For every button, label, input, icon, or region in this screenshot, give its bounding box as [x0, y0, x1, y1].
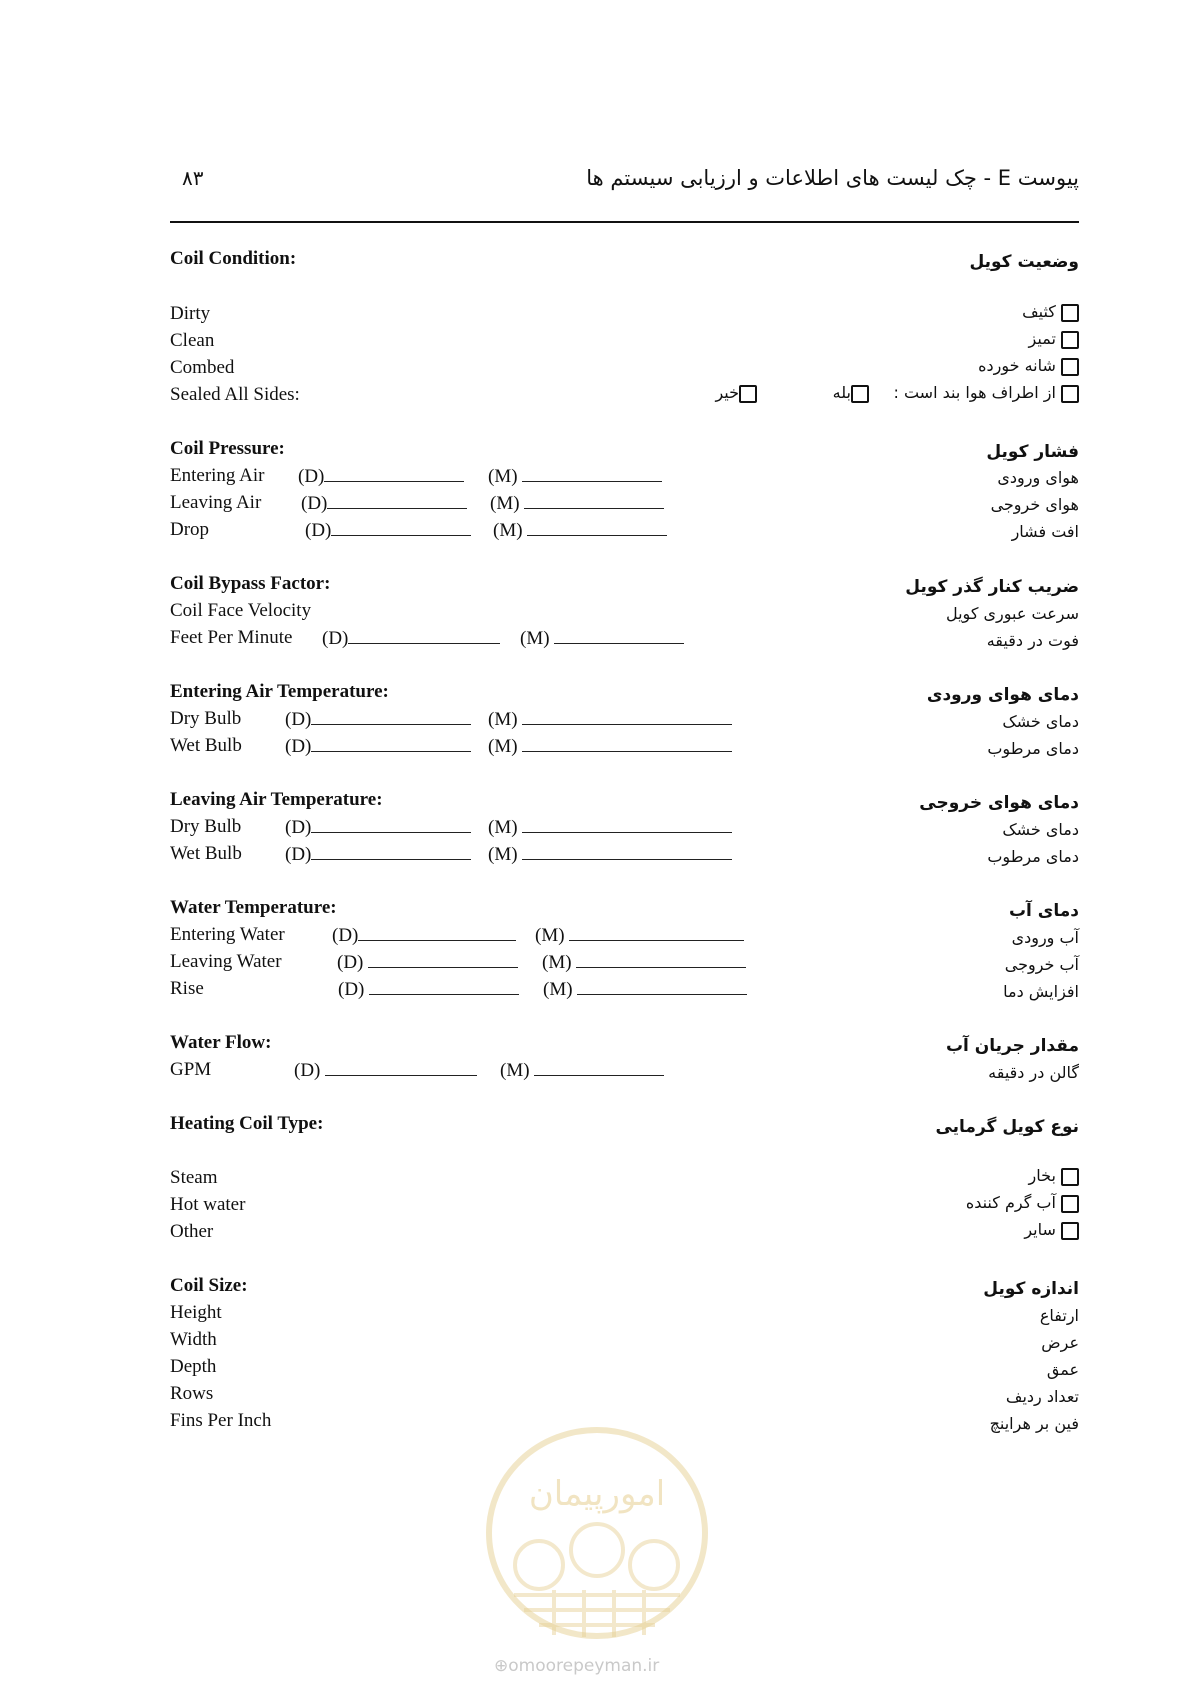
d-label: (D) [338, 979, 365, 1000]
lat-wet-bulb-m[interactable] [488, 843, 732, 866]
watermark-emblem [484, 1425, 710, 1641]
m-blank[interactable] [522, 708, 732, 725]
eat-wet-bulb-m[interactable] [488, 735, 732, 758]
m-label: (M) [543, 979, 573, 1000]
coil-bypass-title-fa: ضریب کنار گذر کویل [905, 577, 1079, 597]
d-label: (D) [285, 844, 312, 865]
clean-label-fa: تمیز [1028, 329, 1056, 348]
clean-label: Clean [170, 330, 215, 351]
lat-dry-bulb-m[interactable] [488, 816, 732, 839]
header-rule [170, 221, 1079, 223]
other-label-fa: سایر [1024, 1220, 1056, 1239]
combed-checkbox[interactable] [1061, 358, 1079, 376]
d-label: (D) [332, 925, 359, 946]
m-label: (M) [500, 1060, 530, 1081]
d-blank[interactable] [325, 1059, 477, 1076]
sealed-option[interactable] [893, 383, 1079, 403]
lat-wet-bulb-label: Wet Bulb [170, 843, 242, 864]
d-label: (D) [285, 736, 312, 757]
gpm-label: GPM [170, 1059, 212, 1080]
d-blank[interactable] [311, 708, 471, 725]
heating-coil-title: Heating Coil Type: [170, 1113, 324, 1134]
fpm-label: Feet Per Minute [170, 627, 293, 648]
eat-dry-bulb-m[interactable] [488, 708, 732, 731]
eat-dry-bulb-label: Dry Bulb [170, 708, 242, 729]
dirty-checkbox[interactable] [1061, 304, 1079, 322]
leaving-air-temp-title-fa: دمای هوای خروجی [919, 793, 1079, 813]
drop-m[interactable] [493, 519, 667, 542]
m-blank[interactable] [522, 465, 662, 482]
sealed-label-fa: از اطراف هوا بند است : [893, 383, 1056, 402]
gpm-fa: گالن در دقیقه [988, 1063, 1079, 1082]
d-blank[interactable] [331, 519, 471, 536]
hot-water-label-fa: آب گرم کننده [965, 1193, 1056, 1212]
m-blank[interactable] [577, 978, 747, 995]
m-blank[interactable] [554, 627, 684, 644]
entering-water-d[interactable] [332, 924, 516, 947]
m-blank[interactable] [522, 843, 732, 860]
rows-label: Rows [170, 1383, 214, 1404]
water-flow-title-fa: مقدار جریان آب [945, 1036, 1079, 1056]
m-blank[interactable] [522, 816, 732, 833]
m-label: (M) [542, 952, 572, 973]
globe-icon: ⊕ [494, 1656, 509, 1676]
leaving-air-m[interactable] [490, 492, 664, 515]
rows-fa: تعداد ردیف [1005, 1387, 1079, 1406]
no-label: خیر [715, 383, 739, 402]
rise-m[interactable] [543, 978, 747, 1001]
m-label: (M) [520, 628, 550, 649]
lat-wet-bulb-fa: دمای مرطوب [987, 847, 1079, 866]
other-checkbox[interactable] [1061, 1222, 1079, 1240]
leaving-water-d[interactable] [337, 951, 518, 974]
entering-air-temp-title-fa: دمای هوای ورودی [926, 685, 1079, 705]
leaving-water-label: Leaving Water [170, 951, 282, 972]
d-blank[interactable] [311, 735, 471, 752]
leaving-water-fa: آب خروجی [1004, 955, 1079, 974]
m-label: (M) [488, 844, 518, 865]
combed-label: Combed [170, 357, 235, 378]
depth-fa: عمق [1046, 1360, 1079, 1379]
width-label: Width [170, 1329, 217, 1350]
d-blank[interactable] [369, 978, 519, 995]
d-label: (D) [301, 493, 328, 514]
steam-label: Steam [170, 1167, 218, 1188]
steam-checkbox[interactable] [1061, 1168, 1079, 1186]
coil-face-velocity-fa: سرعت عبوری کویل [945, 604, 1079, 623]
rise-fa: افزایش دما [1003, 982, 1079, 1001]
fins-per-inch-fa: فین بر هراینچ [989, 1414, 1079, 1433]
watermark-site-text: omoorepeyman.ir [508, 1656, 660, 1676]
leaving-air-d[interactable] [301, 492, 467, 515]
row-label: Entering Air [170, 465, 265, 486]
fpm-fa: فوت در دقیقه [986, 631, 1079, 650]
clean-checkbox[interactable] [1061, 331, 1079, 349]
m-blank[interactable] [576, 951, 746, 968]
coil-condition-title: Coil Condition: [170, 248, 297, 269]
d-blank[interactable] [311, 843, 471, 860]
d-blank[interactable] [327, 492, 467, 509]
row-label: Drop [170, 519, 210, 540]
heating-coil-title-fa: نوع کویل گرمایی [935, 1117, 1079, 1137]
sealed-yes-option[interactable] [833, 383, 869, 403]
entering-air-temp-title: Entering Air Temperature: [170, 681, 389, 702]
gpm-d[interactable] [294, 1059, 477, 1082]
entering-air-m[interactable] [488, 465, 662, 488]
watermark-site [494, 1656, 659, 1676]
steam-label-fa: بخار [1028, 1166, 1056, 1185]
dirty-label: Dirty [170, 303, 211, 324]
entering-water-m[interactable] [535, 924, 744, 947]
water-temp-title-fa: دمای آب [1008, 901, 1079, 921]
page-header-title: پیوست E - چک لیست های اطلاعات و ارزیابی سیستم ها [586, 166, 1079, 190]
entering-water-label: Entering Water [170, 924, 285, 945]
d-label: (D) [322, 628, 349, 649]
eat-dry-bulb-d[interactable] [285, 708, 471, 731]
depth-label: Depth [170, 1356, 217, 1377]
row-label: Leaving Air [170, 492, 262, 513]
lat-dry-bulb-fa: دمای خشک [1002, 820, 1079, 839]
coil-condition-title-fa: وضعیت کویل [969, 252, 1079, 272]
coil-size-title: Coil Size: [170, 1275, 248, 1296]
hot-water-label: Hot water [170, 1194, 246, 1215]
hot-water-option[interactable] [966, 1193, 1079, 1213]
drop-pressure-row [170, 519, 209, 541]
m-blank[interactable] [569, 924, 744, 941]
yes-checkbox[interactable] [851, 385, 869, 403]
no-checkbox[interactable] [739, 385, 757, 403]
entering-air-d[interactable] [298, 465, 464, 488]
d-label: (D) [285, 709, 312, 730]
d-label: (D) [298, 466, 325, 487]
coil-face-velocity-label: Coil Face Velocity [170, 600, 312, 621]
clean-option[interactable] [1029, 329, 1079, 349]
entering-air-pressure-fa: هوای ورودی [997, 468, 1079, 487]
coil-bypass-title: Coil Bypass Factor: [170, 573, 331, 594]
m-label: (M) [493, 520, 523, 541]
m-label: (M) [488, 817, 518, 838]
m-blank[interactable] [534, 1059, 664, 1076]
eat-wet-bulb-label: Wet Bulb [170, 735, 242, 756]
d-label: (D) [294, 1060, 321, 1081]
height-label: Height [170, 1302, 222, 1323]
yes-label: بله [832, 383, 851, 402]
other-label: Other [170, 1221, 214, 1242]
combed-label-fa: شانه خورده [978, 356, 1056, 375]
lat-dry-bulb-d[interactable] [285, 816, 471, 839]
m-blank[interactable] [522, 735, 732, 752]
leaving-water-m[interactable] [542, 951, 746, 974]
entering-air-pressure-row [170, 465, 264, 487]
entering-water-fa: آب ورودی [1011, 928, 1079, 947]
m-label: (M) [488, 709, 518, 730]
steam-option[interactable] [1029, 1166, 1079, 1186]
coil-pressure-title: Coil Pressure: [170, 438, 285, 459]
d-blank[interactable] [311, 816, 471, 833]
lat-wet-bulb-d[interactable] [285, 843, 471, 866]
fpm-m[interactable] [520, 627, 684, 650]
m-label: (M) [490, 493, 520, 514]
leaving-air-pressure-row [170, 492, 261, 514]
width-fa: عرض [1041, 1333, 1079, 1352]
drop-d[interactable] [305, 519, 471, 542]
eat-dry-bulb-fa: دمای خشک [1002, 712, 1079, 731]
lat-dry-bulb-label: Dry Bulb [170, 816, 242, 837]
sealed-label: Sealed All Sides: [170, 384, 300, 405]
eat-wet-bulb-fa: دمای مرطوب [987, 739, 1079, 758]
d-blank[interactable] [358, 924, 516, 941]
m-label: (M) [488, 736, 518, 757]
leaving-air-pressure-fa: هوای خروجی [990, 495, 1079, 514]
eat-wet-bulb-d[interactable] [285, 735, 471, 758]
rise-label: Rise [170, 978, 204, 999]
coil-pressure-title-fa: فشار کویل [986, 442, 1079, 462]
m-label: (M) [535, 925, 565, 946]
page-number: ۸۳ [182, 168, 204, 190]
coil-size-title-fa: اندازه کویل [983, 1279, 1079, 1299]
d-blank[interactable] [324, 465, 464, 482]
hot-water-checkbox[interactable] [1061, 1195, 1079, 1213]
m-blank[interactable] [527, 519, 667, 536]
d-blank[interactable] [348, 627, 500, 644]
water-temp-title: Water Temperature: [170, 897, 337, 918]
gpm-m[interactable] [500, 1059, 664, 1082]
water-flow-title: Water Flow: [170, 1032, 272, 1053]
leaving-air-temp-title: Leaving Air Temperature: [170, 789, 383, 810]
drop-pressure-fa: افت فشار [1011, 522, 1079, 541]
d-label: (D) [305, 520, 332, 541]
fins-per-inch-label: Fins Per Inch [170, 1410, 272, 1431]
m-blank[interactable] [524, 492, 664, 509]
sealed-no-option[interactable] [715, 383, 757, 403]
height-fa: ارتفاع [1039, 1306, 1079, 1325]
dirty-option[interactable] [1022, 302, 1079, 322]
watermark-emblem-text: امورپیمان [528, 1474, 666, 1514]
other-option[interactable] [1024, 1220, 1079, 1240]
m-label: (M) [488, 466, 518, 487]
sealed-checkbox[interactable] [1061, 385, 1079, 403]
fpm-d[interactable] [322, 627, 500, 650]
combed-option[interactable] [978, 356, 1079, 376]
d-label: (D) [337, 952, 364, 973]
rise-d[interactable] [338, 978, 519, 1001]
d-label: (D) [285, 817, 312, 838]
d-blank[interactable] [368, 951, 518, 968]
dirty-label-fa: کثیف [1022, 302, 1056, 321]
